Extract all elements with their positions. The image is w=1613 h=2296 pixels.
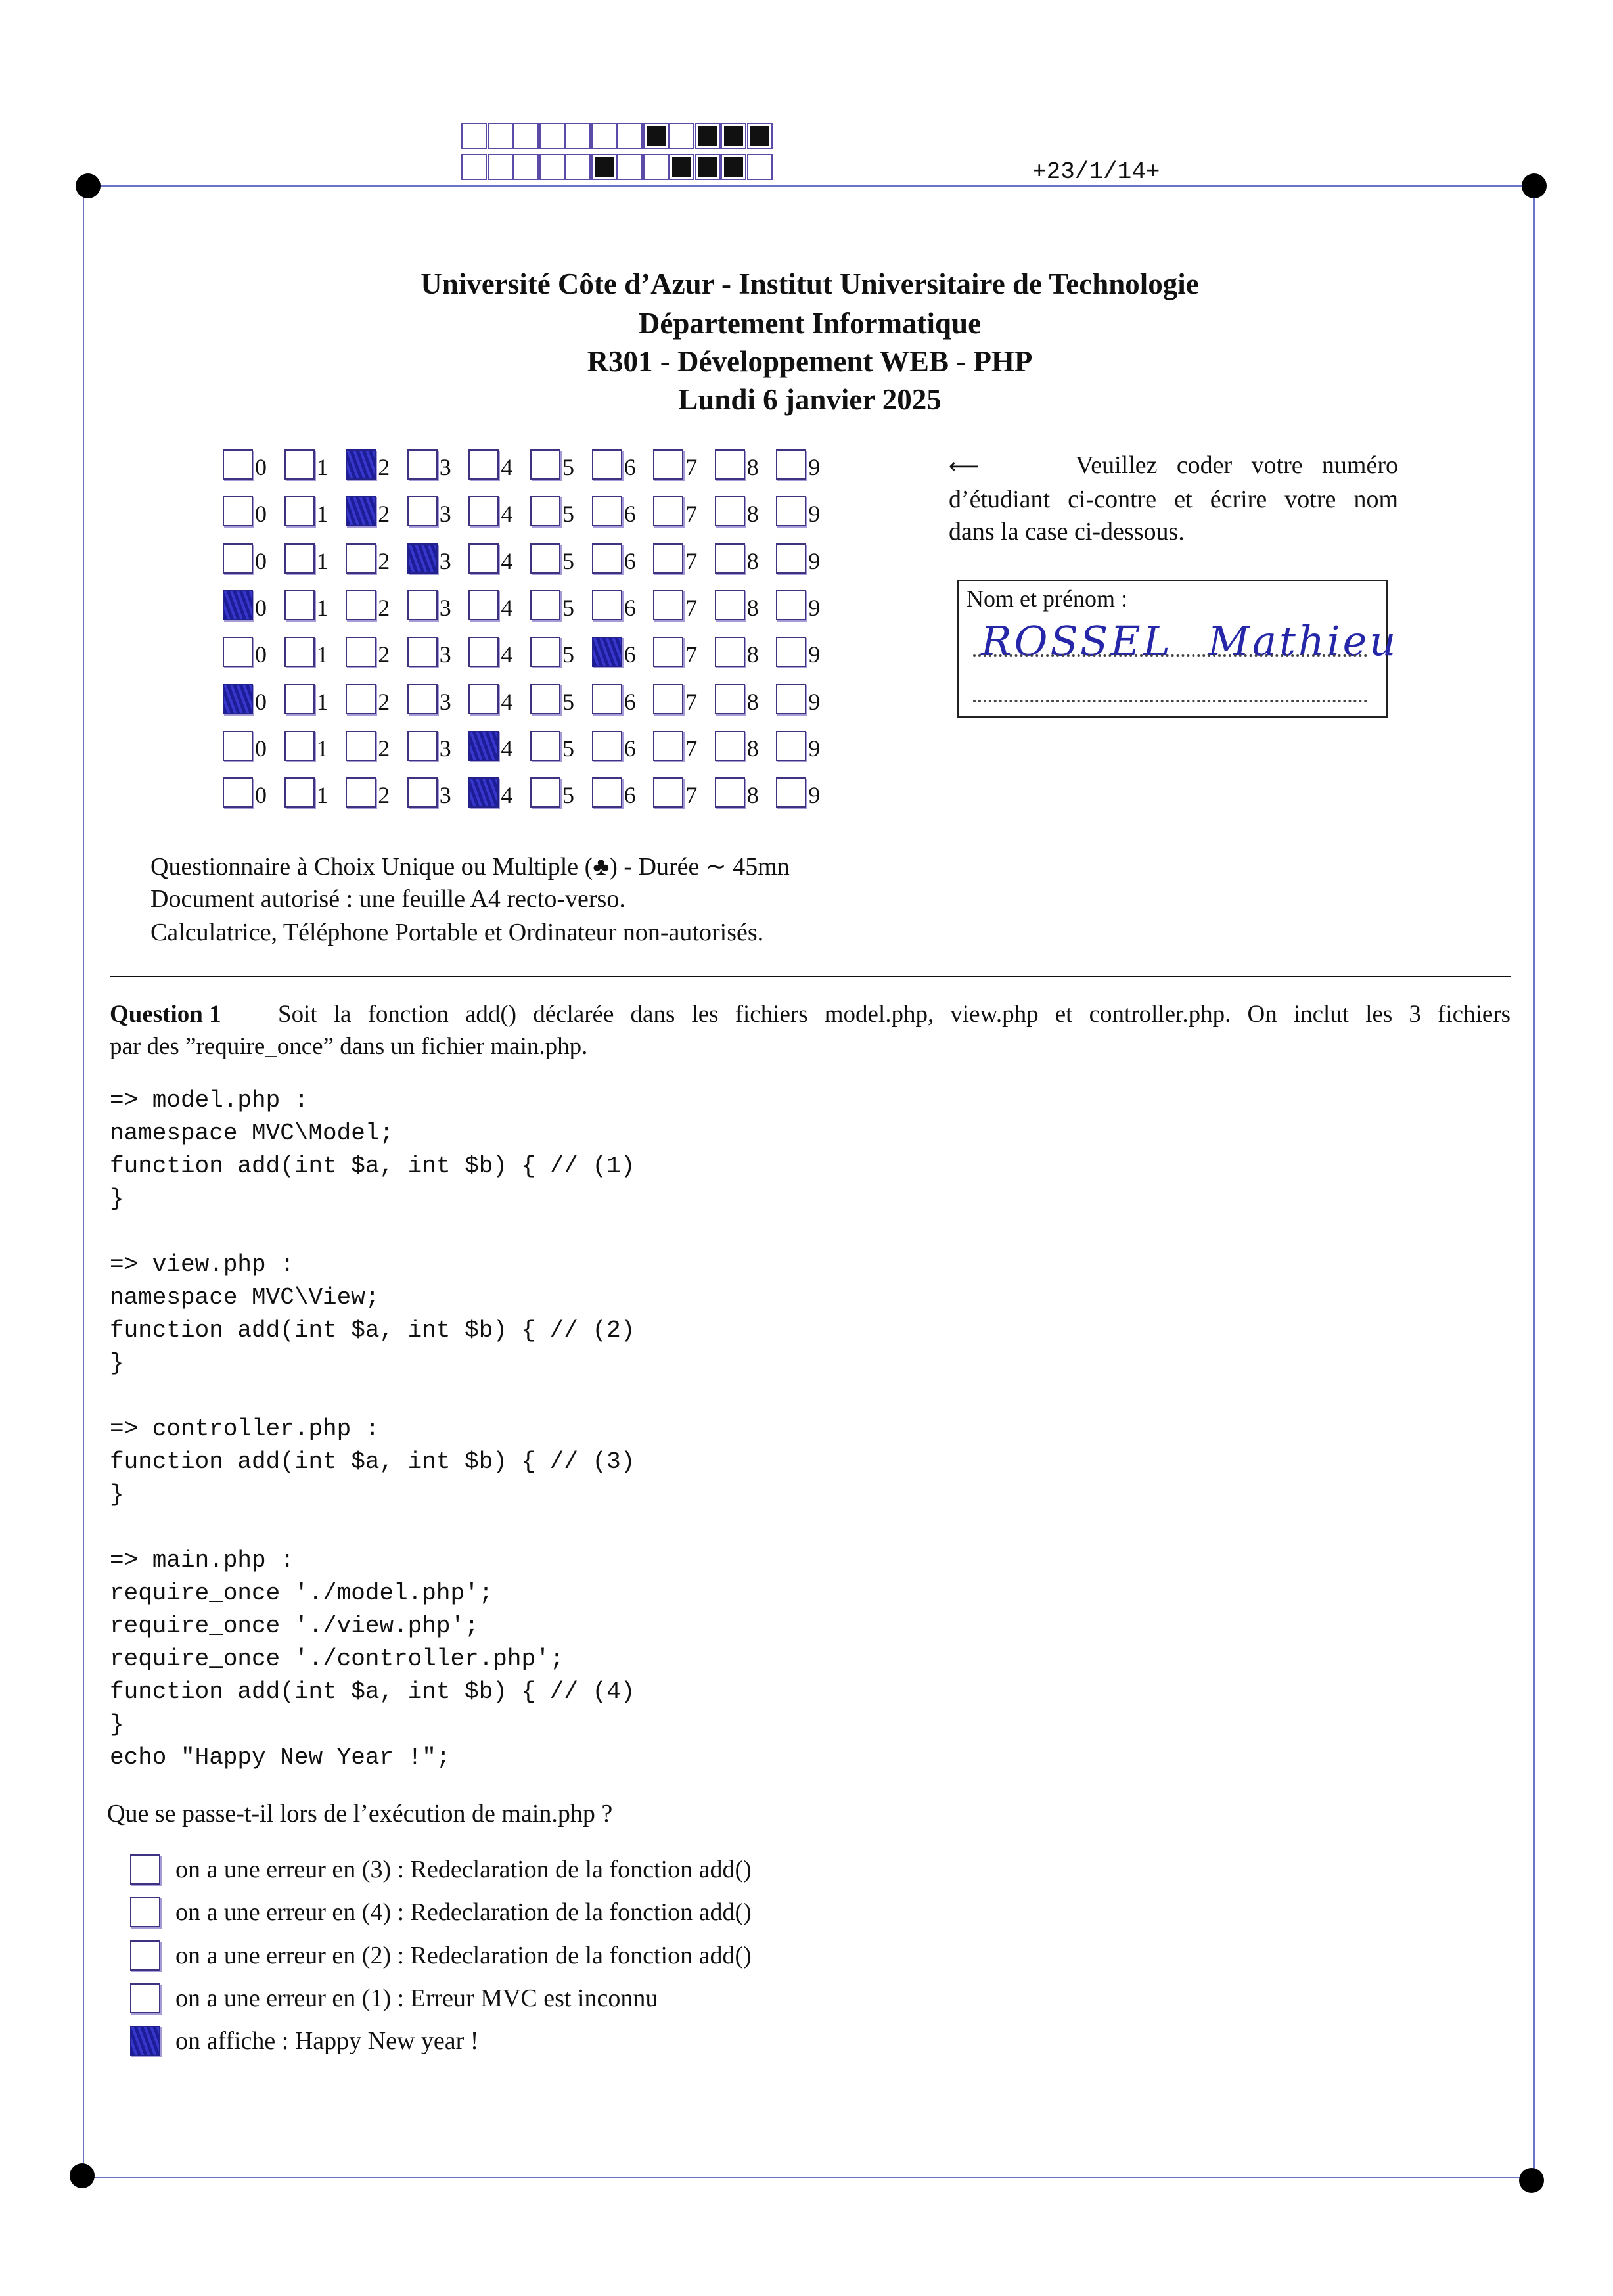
student-id-digit-label: 7 bbox=[685, 454, 698, 480]
student-id-digit-label: 9 bbox=[808, 547, 821, 574]
corner-code-box bbox=[461, 123, 487, 149]
student-id-row-2-digit-6-checkbox[interactable] bbox=[592, 496, 622, 526]
student-id-digit-label: 8 bbox=[746, 735, 759, 762]
student-id-row-7-digit-4-checkbox[interactable] bbox=[468, 731, 499, 761]
side-instruction-line: dans la case ci-dessous. bbox=[949, 518, 1185, 545]
student-id-digit-label: 1 bbox=[316, 595, 329, 622]
answer-label: on a une erreur en (2) : Redeclaration de la fonction add() bbox=[175, 1942, 752, 1969]
code-line: } bbox=[110, 1481, 124, 1508]
code-line: namespace MVC\View; bbox=[110, 1284, 380, 1311]
student-id-digit-label: 3 bbox=[439, 688, 451, 715]
student-id-row-5-digit-1-checkbox[interactable] bbox=[284, 637, 315, 667]
answer-label: on a une erreur en (1) : Erreur MVC est inconnu bbox=[175, 1985, 658, 2012]
student-id-row-2-digit-2-checkbox[interactable] bbox=[346, 496, 376, 526]
student-id-digit-label: 0 bbox=[255, 547, 267, 574]
student-id-digit-label: 1 bbox=[316, 454, 329, 480]
student-id-digit-label: 3 bbox=[439, 595, 451, 622]
code-line: function add(int $a, int $b) { // (2) bbox=[110, 1317, 635, 1344]
student-id-digit-label: 8 bbox=[746, 688, 759, 715]
student-id-row-4-digit-1-checkbox[interactable] bbox=[284, 590, 315, 620]
code-line: function add(int $a, int $b) { // (1) bbox=[110, 1153, 635, 1180]
student-id-digit-label: 8 bbox=[746, 501, 759, 528]
student-id-row-2-digit-3-checkbox[interactable] bbox=[407, 496, 438, 526]
student-id-row-5-digit-3-checkbox[interactable] bbox=[407, 637, 438, 667]
student-id-row-4-digit-4-checkbox[interactable] bbox=[468, 590, 499, 620]
student-id-row-4-digit-9-checkbox[interactable] bbox=[776, 590, 806, 620]
department-title: Département Informatique bbox=[638, 307, 982, 340]
student-id-row-7-digit-0-checkbox[interactable] bbox=[223, 731, 253, 761]
student-id-row-1-digit-3-checkbox[interactable] bbox=[407, 449, 438, 480]
student-id-digit-label: 6 bbox=[624, 782, 636, 809]
student-id-digit-label: 4 bbox=[501, 688, 513, 715]
student-id-row-8-digit-5-checkbox[interactable] bbox=[530, 777, 560, 808]
student-id-digit-label: 2 bbox=[378, 782, 390, 809]
student-id-digit-label: 5 bbox=[562, 595, 574, 622]
student-id-digit-label: 2 bbox=[378, 735, 390, 762]
code-section-model bbox=[110, 1084, 635, 1216]
code-line: function add(int $a, int $b) { // (3) bbox=[110, 1448, 635, 1475]
student-id-digit-label: 8 bbox=[746, 641, 759, 668]
student-id-digit-label: 6 bbox=[624, 501, 636, 528]
student-id-row-5-digit-5-checkbox[interactable] bbox=[530, 637, 560, 667]
answer-checkbox[interactable] bbox=[130, 2026, 160, 2056]
student-id-digit-label: 4 bbox=[501, 782, 513, 809]
dotted-line bbox=[973, 654, 1367, 657]
student-id-row-8-digit-8-checkbox[interactable] bbox=[715, 777, 745, 808]
student-id-digit-label: 3 bbox=[439, 454, 451, 480]
corner-code-box bbox=[488, 123, 513, 149]
student-id-digit-label: 4 bbox=[501, 641, 513, 668]
student-id-row-1-digit-0-checkbox[interactable] bbox=[223, 449, 253, 480]
student-id-row-4-digit-7-checkbox[interactable] bbox=[653, 590, 683, 620]
student-id-digit-label: 9 bbox=[808, 641, 821, 668]
corner-code-box bbox=[513, 154, 539, 180]
student-id-digit-label: 4 bbox=[501, 454, 513, 480]
allowed-documents-info: Document autorisé : une feuille A4 recto-verso. bbox=[150, 885, 625, 913]
corner-code-box bbox=[695, 123, 721, 149]
university-title: Université Côte d’Azur - Institut Universitaire de Technologie bbox=[420, 267, 1199, 300]
student-id-row-6-digit-8-checkbox[interactable] bbox=[715, 684, 745, 714]
student-id-digit-label: 5 bbox=[562, 454, 574, 480]
student-id-digit-label: 5 bbox=[562, 501, 574, 528]
student-id-row-3-digit-5-checkbox[interactable] bbox=[530, 543, 560, 574]
student-id-digit-label: 5 bbox=[562, 547, 574, 574]
corner-code-box bbox=[539, 154, 565, 180]
student-id-digit-label: 2 bbox=[378, 454, 390, 480]
student-id-digit-label: 7 bbox=[685, 735, 698, 762]
answer-checkbox[interactable] bbox=[130, 1854, 160, 1885]
student-id-digit-label: 6 bbox=[624, 688, 636, 715]
exam-format-info: Questionnaire à Choix Unique ou Multiple (♣) - Durée ∼ 45mn bbox=[150, 853, 790, 881]
student-id-digit-label: 6 bbox=[624, 641, 636, 668]
student-id-row-5-digit-4-checkbox[interactable] bbox=[468, 637, 499, 667]
corner-code-box bbox=[617, 154, 643, 180]
student-id-digit-label: 6 bbox=[624, 547, 636, 574]
corner-code-box bbox=[695, 154, 721, 180]
student-id-digit-label: 8 bbox=[746, 782, 759, 809]
student-id-row-2-digit-0-checkbox[interactable] bbox=[223, 496, 253, 526]
code-line: => view.php : bbox=[110, 1251, 294, 1278]
corner-code-box bbox=[488, 154, 513, 180]
code-line: => model.php : bbox=[110, 1087, 309, 1114]
question-label: Question 1 bbox=[110, 1001, 221, 1028]
student-id-row-6-digit-9-checkbox[interactable] bbox=[776, 684, 806, 714]
student-id-digit-label: 3 bbox=[439, 641, 451, 668]
question-prompt: Que se passe-t-il lors de l’exécution de main.php ? bbox=[107, 1800, 613, 1827]
student-id-digit-label: 8 bbox=[746, 595, 759, 622]
student-id-row-7-digit-7-checkbox[interactable] bbox=[653, 731, 683, 761]
student-id-digit-label: 9 bbox=[808, 735, 821, 762]
code-line: require_once './view.php'; bbox=[110, 1613, 479, 1640]
corner-code-box bbox=[591, 123, 617, 149]
student-id-row-1-digit-8-checkbox[interactable] bbox=[715, 449, 745, 480]
student-id-row-7-digit-2-checkbox[interactable] bbox=[346, 731, 376, 761]
student-id-row-4-digit-6-checkbox[interactable] bbox=[592, 590, 622, 620]
student-id-row-6-digit-5-checkbox[interactable] bbox=[530, 684, 560, 714]
student-id-row-4-digit-8-checkbox[interactable] bbox=[715, 590, 745, 620]
code-line: namespace MVC\Model; bbox=[110, 1120, 394, 1147]
frame-right-line bbox=[1533, 186, 1535, 2180]
student-id-digit-label: 5 bbox=[562, 735, 574, 762]
student-id-row-1-digit-1-checkbox[interactable] bbox=[284, 449, 315, 480]
student-id-row-3-digit-3-checkbox[interactable] bbox=[407, 543, 438, 574]
answer-checkbox[interactable] bbox=[130, 1940, 160, 1971]
side-instruction-line: d’étudiant ci-contre et écrire votre nom bbox=[949, 486, 1398, 513]
student-id-row-4-digit-0-checkbox[interactable] bbox=[223, 590, 253, 620]
student-id-digit-label: 0 bbox=[255, 595, 267, 622]
student-id-row-1-digit-6-checkbox[interactable] bbox=[592, 449, 622, 480]
student-id-row-2-digit-5-checkbox[interactable] bbox=[530, 496, 560, 526]
student-id-digit-label: 0 bbox=[255, 501, 267, 528]
student-id-row-8-digit-2-checkbox[interactable] bbox=[346, 777, 376, 808]
student-id-row-2-digit-9-checkbox[interactable] bbox=[776, 496, 806, 526]
student-id-row-2-digit-7-checkbox[interactable] bbox=[653, 496, 683, 526]
student-id-digit-label: 1 bbox=[316, 782, 329, 809]
code-section-view bbox=[110, 1249, 635, 1380]
student-id-digit-label: 9 bbox=[808, 501, 821, 528]
student-id-row-6-digit-2-checkbox[interactable] bbox=[346, 684, 376, 714]
student-id-digit-label: 7 bbox=[685, 595, 698, 622]
answer-label: on a une erreur en (3) : Redeclaration de la fonction add() bbox=[175, 1856, 752, 1883]
code-line: require_once './model.php'; bbox=[110, 1580, 493, 1607]
student-id-row-5-digit-6-checkbox[interactable] bbox=[592, 637, 622, 667]
student-id-digit-label: 9 bbox=[808, 595, 821, 622]
student-id-row-1-digit-5-checkbox[interactable] bbox=[530, 449, 560, 480]
student-id-row-1-digit-4-checkbox[interactable] bbox=[468, 449, 499, 480]
student-id-digit-label: 9 bbox=[808, 782, 821, 809]
corner-code-box bbox=[539, 123, 565, 149]
question-text: par des ”require_once” dans un fichier main.php. bbox=[110, 1033, 588, 1060]
page-code: +23/1/14+ bbox=[1032, 158, 1160, 185]
student-id-row-8-digit-6-checkbox[interactable] bbox=[592, 777, 622, 808]
student-id-digit-label: 1 bbox=[316, 688, 329, 715]
student-id-digit-label: 8 bbox=[746, 547, 759, 574]
code-section-main bbox=[110, 1544, 635, 1774]
code-line: => main.php : bbox=[110, 1547, 294, 1574]
student-id-digit-label: 2 bbox=[378, 595, 390, 622]
student-id-digit-label: 9 bbox=[808, 688, 821, 715]
student-id-digit-label: 8 bbox=[746, 454, 759, 480]
corner-code-box bbox=[721, 154, 746, 180]
student-id-row-3-digit-7-checkbox[interactable] bbox=[653, 543, 683, 574]
student-id-row-6-digit-1-checkbox[interactable] bbox=[284, 684, 315, 714]
student-id-row-7-digit-3-checkbox[interactable] bbox=[407, 731, 438, 761]
student-id-digit-label: 5 bbox=[562, 688, 574, 715]
student-id-row-1-digit-7-checkbox[interactable] bbox=[653, 449, 683, 480]
frame-top-line bbox=[88, 185, 1534, 187]
name-field-label: Nom et prénom : bbox=[966, 585, 1127, 612]
student-id-digit-label: 2 bbox=[378, 688, 390, 715]
student-id-row-2-digit-1-checkbox[interactable] bbox=[284, 496, 315, 526]
student-id-digit-label: 0 bbox=[255, 641, 267, 668]
name-field[interactable] bbox=[957, 580, 1399, 718]
student-id-row-8-digit-7-checkbox[interactable] bbox=[653, 777, 683, 808]
student-id-row-5-digit-0-checkbox[interactable] bbox=[223, 637, 253, 667]
student-id-row-6-digit-7-checkbox[interactable] bbox=[653, 684, 683, 714]
corner-code-box bbox=[747, 123, 773, 149]
exam-date: Lundi 6 janvier 2025 bbox=[678, 383, 942, 416]
student-id-row-4-digit-3-checkbox[interactable] bbox=[407, 590, 438, 620]
answer-label: on a une erreur en (4) : Redeclaration de la fonction add() bbox=[175, 1898, 752, 1926]
code-section-controller bbox=[110, 1413, 635, 1511]
student-id-digit-label: 7 bbox=[685, 641, 698, 668]
student-id-row-7-digit-8-checkbox[interactable] bbox=[715, 731, 745, 761]
student-id-row-7-digit-5-checkbox[interactable] bbox=[530, 731, 560, 761]
student-id-row-5-digit-7-checkbox[interactable] bbox=[653, 637, 683, 667]
corner-code-box bbox=[669, 123, 694, 149]
student-id-digit-label: 4 bbox=[501, 547, 513, 574]
student-id-digit-label: 6 bbox=[624, 735, 636, 762]
student-id-digit-label: 2 bbox=[378, 547, 390, 574]
code-line: } bbox=[110, 1185, 124, 1212]
student-id-row-3-digit-0-checkbox[interactable] bbox=[223, 543, 253, 574]
corner-code-box bbox=[669, 154, 694, 180]
handwritten-name: ROSSEL Mathieu bbox=[981, 617, 1399, 665]
student-id-digit-label: 0 bbox=[255, 782, 267, 809]
student-id-row-3-digit-9-checkbox[interactable] bbox=[776, 543, 806, 574]
answer-checkbox[interactable] bbox=[130, 1983, 160, 2013]
question-text: Soit la fonction add() déclarée dans les fichiers model.php, view.php et controller.php. On inclut les 3 fichiers bbox=[278, 1001, 1511, 1028]
student-id-row-7-digit-1-checkbox[interactable] bbox=[284, 731, 315, 761]
student-id-row-4-digit-5-checkbox[interactable] bbox=[530, 590, 560, 620]
student-id-digit-label: 1 bbox=[316, 641, 329, 668]
corner-mark-bottom-left bbox=[70, 2163, 95, 2188]
student-id-row-3-digit-2-checkbox[interactable] bbox=[346, 543, 376, 574]
dotted-line bbox=[973, 700, 1367, 702]
course-title: R301 - Développement WEB - PHP bbox=[587, 345, 1033, 378]
student-id-digit-label: 3 bbox=[439, 501, 451, 528]
student-id-digit-label: 9 bbox=[808, 454, 821, 480]
student-id-digit-label: 3 bbox=[439, 547, 451, 574]
student-id-row-8-digit-1-checkbox[interactable] bbox=[284, 777, 315, 808]
student-id-digit-label: 4 bbox=[501, 595, 513, 622]
student-id-row-5-digit-9-checkbox[interactable] bbox=[776, 637, 806, 667]
code-line: require_once './controller.php'; bbox=[110, 1645, 564, 1672]
student-id-digit-label: 3 bbox=[439, 782, 451, 809]
student-id-digit-label: 4 bbox=[501, 735, 513, 762]
corner-code-box bbox=[721, 123, 746, 149]
student-id-digit-label: 5 bbox=[562, 782, 574, 809]
student-id-digit-label: 0 bbox=[255, 688, 267, 715]
frame-bottom-line bbox=[82, 2177, 1532, 2178]
forbidden-devices-info: Calculatrice, Téléphone Portable et Ordinateur non-autorisés. bbox=[150, 919, 764, 946]
student-id-row-2-digit-4-checkbox[interactable] bbox=[468, 496, 499, 526]
student-id-digit-label: 3 bbox=[439, 735, 451, 762]
corner-code-box bbox=[643, 154, 669, 180]
student-id-row-8-digit-0-checkbox[interactable] bbox=[223, 777, 253, 808]
student-id-digit-label: 0 bbox=[255, 735, 267, 762]
code-line: echo "Happy New Year !"; bbox=[110, 1744, 451, 1771]
corner-code-box bbox=[565, 123, 591, 149]
student-id-row-6-digit-3-checkbox[interactable] bbox=[407, 684, 438, 714]
corner-mark-top-left bbox=[76, 173, 101, 198]
student-id-digit-label: 5 bbox=[562, 641, 574, 668]
corner-mark-bottom-right bbox=[1519, 2168, 1544, 2193]
student-id-row-3-digit-1-checkbox[interactable] bbox=[284, 543, 315, 574]
corner-code-box bbox=[461, 154, 487, 180]
student-id-digit-label: 7 bbox=[685, 547, 698, 574]
student-id-row-7-digit-6-checkbox[interactable] bbox=[592, 731, 622, 761]
student-id-row-6-digit-4-checkbox[interactable] bbox=[468, 684, 499, 714]
code-line: function add(int $a, int $b) { // (4) bbox=[110, 1678, 635, 1705]
code-line: } bbox=[110, 1350, 124, 1377]
student-id-row-7-digit-9-checkbox[interactable] bbox=[776, 731, 806, 761]
student-id-digit-label: 7 bbox=[685, 688, 698, 715]
student-id-digit-label: 1 bbox=[316, 547, 329, 574]
student-id-row-6-digit-0-checkbox[interactable] bbox=[223, 684, 253, 714]
answer-checkbox[interactable] bbox=[130, 1897, 160, 1927]
student-id-row-8-digit-3-checkbox[interactable] bbox=[407, 777, 438, 808]
student-id-digit-label: 1 bbox=[316, 501, 329, 528]
section-divider bbox=[110, 976, 1511, 977]
side-instruction-line: Veuillez coder votre numéro bbox=[1076, 451, 1398, 479]
code-line: => controller.php : bbox=[110, 1415, 380, 1442]
student-id-digit-label: 6 bbox=[624, 454, 636, 480]
student-id-row-6-digit-6-checkbox[interactable] bbox=[592, 684, 622, 714]
corner-code-box bbox=[565, 154, 591, 180]
student-id-row-8-digit-4-checkbox[interactable] bbox=[468, 777, 499, 808]
student-id-row-5-digit-2-checkbox[interactable] bbox=[346, 637, 376, 667]
student-id-digit-label: 2 bbox=[378, 641, 390, 668]
student-id-row-3-digit-4-checkbox[interactable] bbox=[468, 543, 499, 574]
arrow-left-icon: ⟵ bbox=[949, 453, 979, 478]
student-id-row-5-digit-8-checkbox[interactable] bbox=[715, 637, 745, 667]
student-id-digit-label: 7 bbox=[685, 782, 698, 809]
corner-code-box bbox=[513, 123, 539, 149]
frame-left-line bbox=[83, 186, 84, 2177]
student-id-row-1-digit-2-checkbox[interactable] bbox=[346, 449, 376, 480]
student-id-digit-label: 7 bbox=[685, 501, 698, 528]
student-id-digit-label: 1 bbox=[316, 735, 329, 762]
student-id-row-2-digit-8-checkbox[interactable] bbox=[715, 496, 745, 526]
corner-code-box bbox=[643, 123, 669, 149]
corner-mark-top-right bbox=[1522, 173, 1547, 198]
student-id-digit-label: 0 bbox=[255, 454, 267, 480]
corner-code-box bbox=[591, 154, 617, 180]
student-id-row-3-digit-8-checkbox[interactable] bbox=[715, 543, 745, 574]
code-line: } bbox=[110, 1711, 124, 1738]
student-id-row-3-digit-6-checkbox[interactable] bbox=[592, 543, 622, 574]
student-id-digit-label: 6 bbox=[624, 595, 636, 622]
code-listing bbox=[110, 1084, 635, 1774]
student-id-row-4-digit-2-checkbox[interactable] bbox=[346, 590, 376, 620]
student-id-row-1-digit-9-checkbox[interactable] bbox=[776, 449, 806, 480]
corner-code-box bbox=[617, 123, 643, 149]
student-id-digit-label: 4 bbox=[501, 501, 513, 528]
corner-code-box bbox=[747, 154, 773, 180]
student-id-digit-label: 2 bbox=[378, 501, 390, 528]
answer-label: on affiche : Happy New year ! bbox=[175, 2027, 479, 2055]
student-id-row-8-digit-9-checkbox[interactable] bbox=[776, 777, 806, 808]
